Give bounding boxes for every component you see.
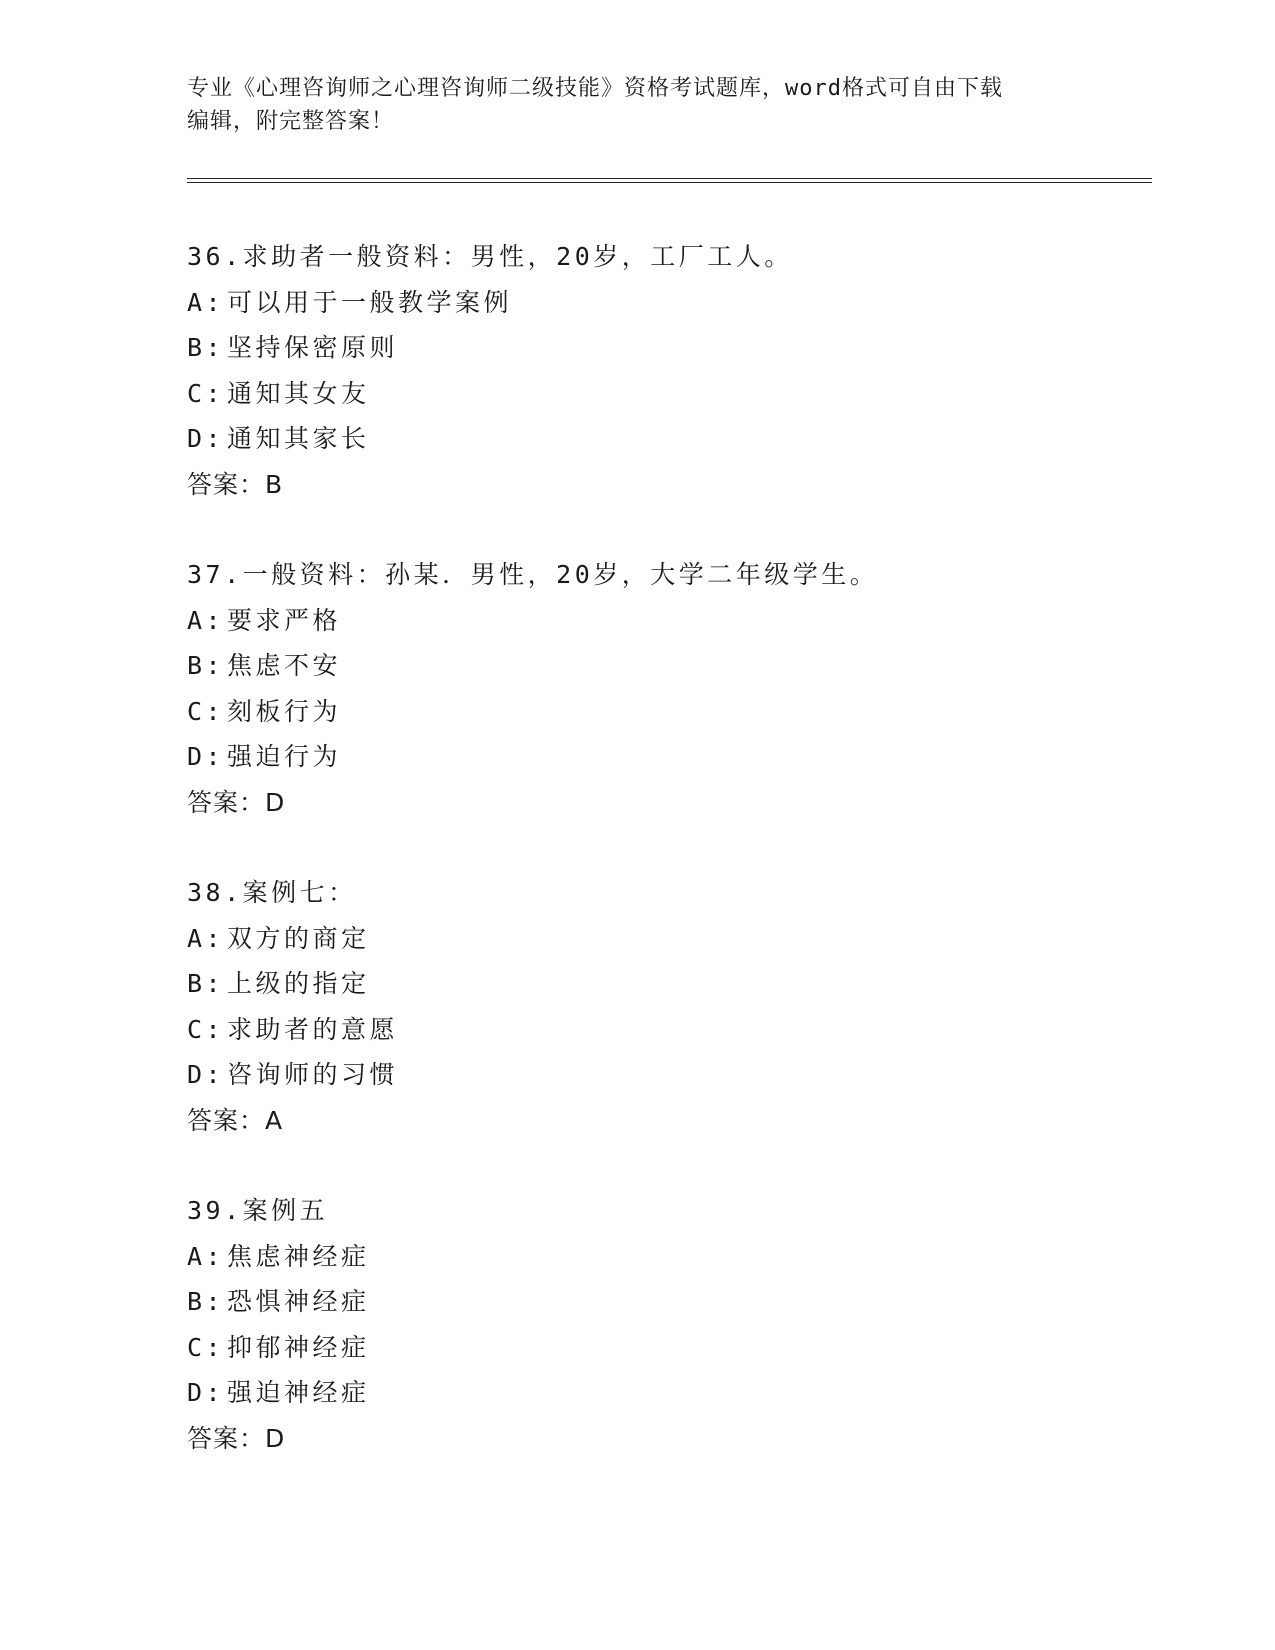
option-c: [187, 689, 1147, 735]
option-d: [187, 416, 1147, 462]
option-text: 要求严格: [227, 605, 342, 635]
question-number: 39.: [187, 1196, 243, 1225]
option-b: [187, 643, 1147, 689]
question-text: 案例五: [242, 1196, 329, 1225]
question-number: 36.: [187, 242, 243, 271]
option-text: 恐惧神经症: [227, 1287, 370, 1316]
answer-line: [187, 462, 1147, 508]
option-text: 坚持保密原则: [227, 333, 399, 362]
option-letter: D:: [187, 1378, 225, 1407]
question-text: 案例七：: [242, 878, 357, 907]
option-d: [187, 1052, 1147, 1098]
option-text: 强迫行为: [227, 742, 342, 771]
question-number: 38.: [187, 878, 243, 907]
option-d: [187, 734, 1147, 780]
answer-line: [187, 1416, 1147, 1462]
question-text: 一般资料：孙某．男性，20岁，大学二年级学生。: [242, 560, 879, 589]
header-divider-top: [187, 178, 1152, 179]
option-letter: D:: [187, 742, 225, 771]
option-letter: D:: [187, 424, 225, 453]
option-b: [187, 1279, 1147, 1325]
answer-label: 答案：: [187, 787, 266, 817]
header-line-2: 编辑，附完整答案！: [187, 109, 395, 134]
option-text: 刻板行为: [227, 696, 342, 726]
answer-value: D: [265, 1423, 286, 1453]
question-36: [187, 234, 1147, 507]
option-b: [187, 325, 1147, 371]
option-c: [187, 371, 1147, 417]
answer-value: B: [265, 469, 284, 499]
option-letter: B:: [187, 651, 225, 680]
option-letter: A:: [187, 923, 225, 953]
option-d: [187, 1370, 1147, 1416]
option-letter: B:: [187, 1287, 225, 1316]
question-stem: [187, 1188, 1147, 1234]
option-text: 求助者的意愿: [227, 1014, 399, 1044]
answer-label: 答案：: [187, 1105, 266, 1135]
option-text: 双方的商定: [227, 923, 370, 953]
question-number: 37.: [187, 560, 243, 589]
answer-label: 答案：: [187, 1423, 266, 1453]
question-37: [187, 552, 1147, 825]
option-letter: D:: [187, 1060, 225, 1089]
option-text: 上级的指定: [227, 969, 370, 998]
option-a: [187, 598, 1147, 644]
option-b: [187, 961, 1147, 1007]
option-letter: A:: [187, 287, 225, 317]
option-text: 抑郁神经症: [227, 1332, 370, 1362]
answer-line: [187, 1098, 1147, 1144]
question-stem: [187, 234, 1147, 280]
option-text: 咨询师的习惯: [227, 1060, 399, 1089]
option-text: 焦虑神经症: [227, 1241, 370, 1271]
question-39: [187, 1188, 1147, 1461]
option-letter: A:: [187, 1241, 225, 1271]
option-letter: B:: [187, 969, 225, 998]
answer-value: D: [265, 787, 286, 817]
answer-line: [187, 780, 1147, 826]
answer-value: A: [265, 1105, 284, 1135]
option-text: 焦虑不安: [227, 651, 342, 680]
option-text: 强迫神经症: [227, 1378, 370, 1407]
answer-label: 答案：: [187, 469, 266, 499]
option-letter: C:: [187, 696, 225, 726]
header-divider-bottom: [187, 182, 1152, 183]
option-letter: C:: [187, 378, 225, 408]
option-a: [187, 1234, 1147, 1280]
option-text: 通知其家长: [227, 424, 370, 453]
option-a: [187, 280, 1147, 326]
question-text: 求助者一般资料：男性，20岁，工厂工人。: [242, 242, 793, 271]
option-c: [187, 1325, 1147, 1371]
option-text: 通知其女友: [227, 378, 370, 408]
option-c: [187, 1007, 1147, 1053]
header-line-1: 专业《心理咨询师之心理咨询师二级技能》资格考试题库，word格式可自由下载: [187, 76, 1003, 101]
question-stem: [187, 870, 1147, 916]
question-stem: [187, 552, 1147, 598]
option-text: 可以用于一般教学案例: [227, 287, 513, 317]
option-letter: A:: [187, 605, 225, 635]
document-header: [187, 72, 1087, 138]
option-a: [187, 916, 1147, 962]
question-38: [187, 870, 1147, 1143]
option-letter: C:: [187, 1332, 225, 1362]
option-letter: B:: [187, 333, 225, 362]
option-letter: C:: [187, 1014, 225, 1044]
